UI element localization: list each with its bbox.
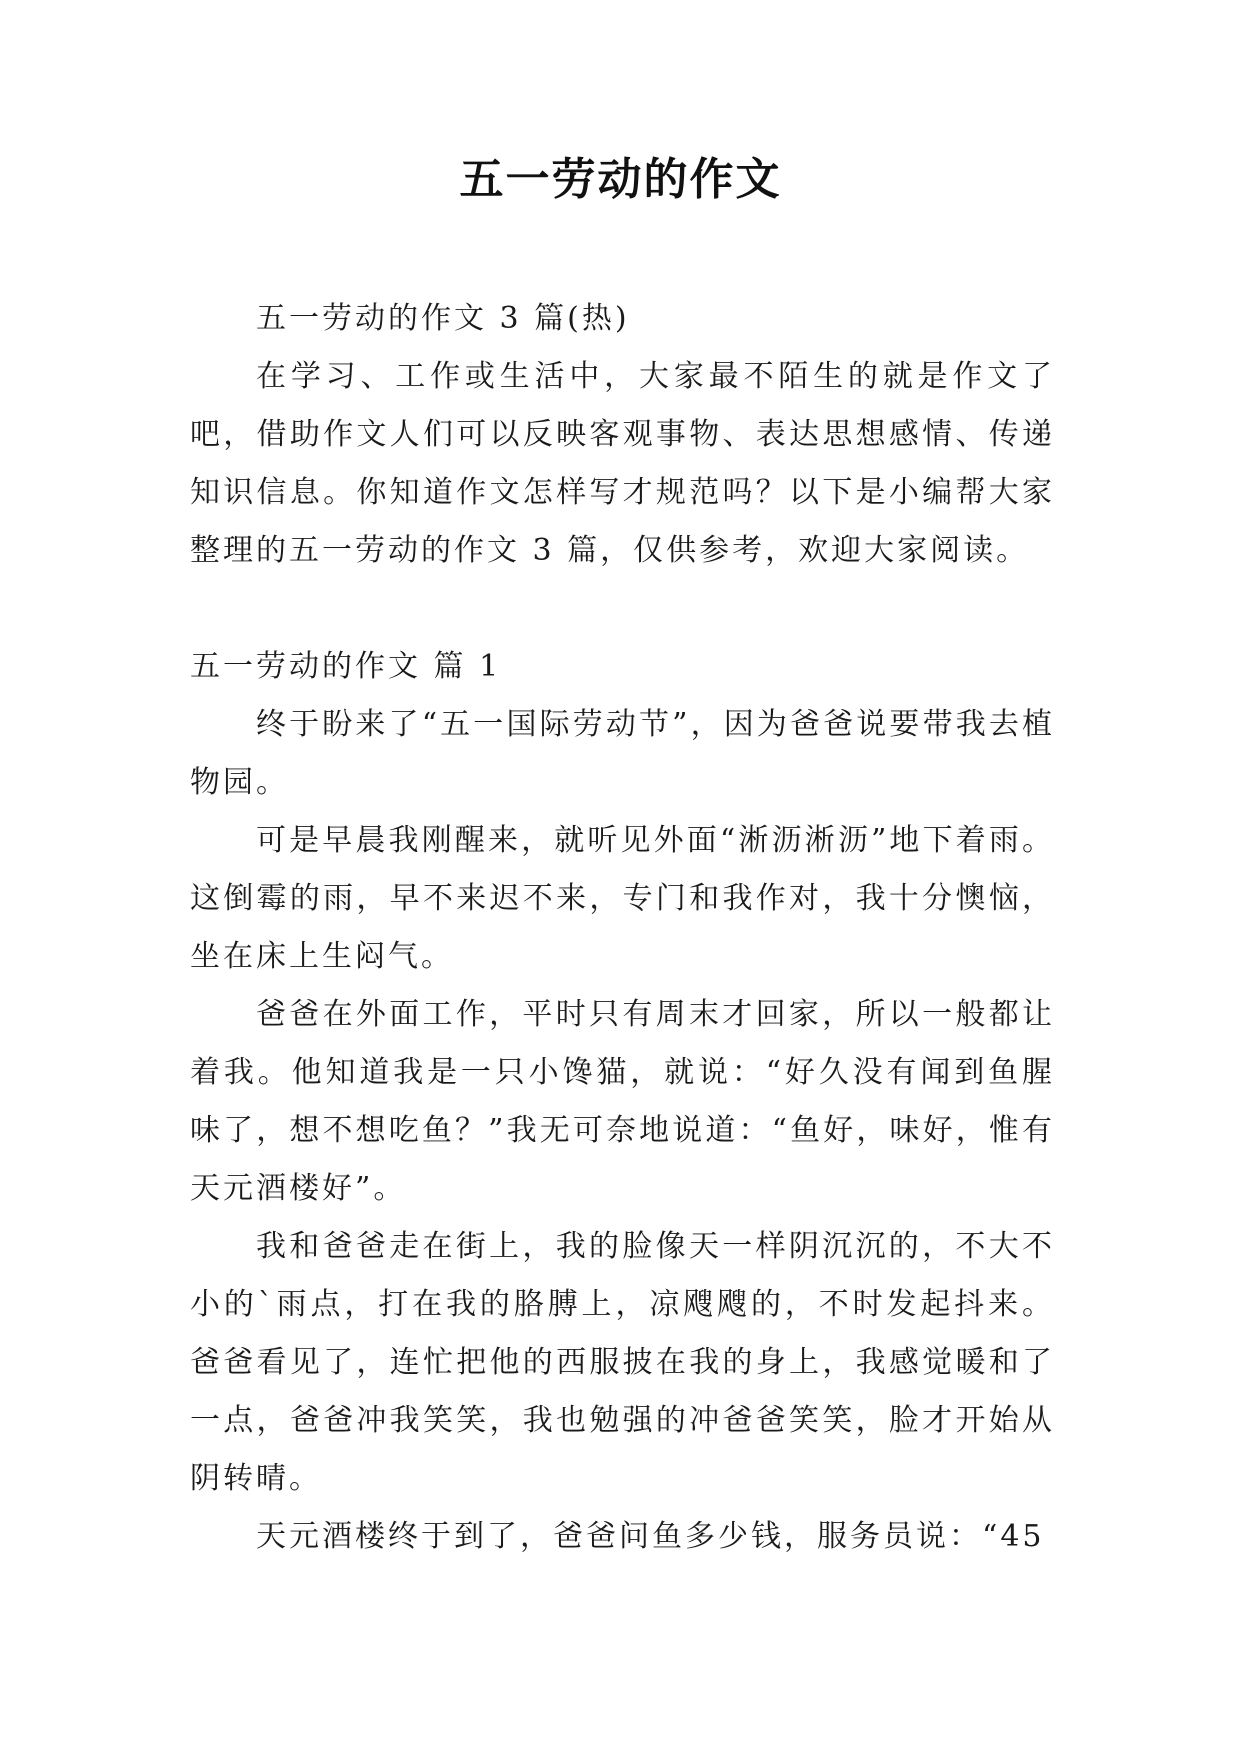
body-paragraph: 爸爸在外面工作，平时只有周末才回家，所以一般都让着我。他知道我是一只小馋猫，就说：“好久没有闻到鱼腥味了，想不想吃鱼？”我无可奈地说道：“鱼好，味好，惟有天元酒楼好”。 bbox=[190, 997, 1055, 1206]
document-body bbox=[190, 290, 1055, 1566]
document-subtitle: 五一劳动的作文 3 篇(热) bbox=[256, 301, 630, 336]
section-spacer bbox=[190, 580, 1055, 638]
body-paragraph: 天元酒楼终于到了，爸爸问鱼多少钱，服务员说：“45 bbox=[256, 1519, 1045, 1554]
body-paragraph: 可是早晨我刚醒来，就听见外面“淅沥淅沥”地下着雨。这倒霉的雨，早不来迟不来，专门和我作对，我十分懊恼，坐在床上生闷气。 bbox=[190, 823, 1055, 974]
body-paragraph: 我和爸爸走在街上，我的脸像天一样阴沉沉的，不大不小的`雨点，打在我的胳膊上，凉飕飕的，不时发起抖来。爸爸看见了，连忙把他的西服披在我的身上，我感觉暖和了一点，爸爸冲我笑笑，我也勉强的冲爸爸笑笑，脸才开始从阴转晴。 bbox=[190, 1229, 1055, 1496]
document-title: 五一劳动的作文 bbox=[459, 154, 782, 205]
section-heading: 五一劳动的作文 篇 1 bbox=[190, 649, 502, 684]
body-paragraph: 终于盼来了“五一国际劳动节”，因为爸爸说要带我去植物园。 bbox=[190, 707, 1055, 800]
intro-paragraph: 在学习、工作或生活中，大家最不陌生的就是作文了吧，借助作文人们可以反映客观事物、表达思想感情、传递知识信息。你知道作文怎样写才规范吗？以下是小编帮大家整理的五一劳动的作文 3 篇，仅供参考，欢迎大家阅读。 bbox=[190, 359, 1055, 568]
